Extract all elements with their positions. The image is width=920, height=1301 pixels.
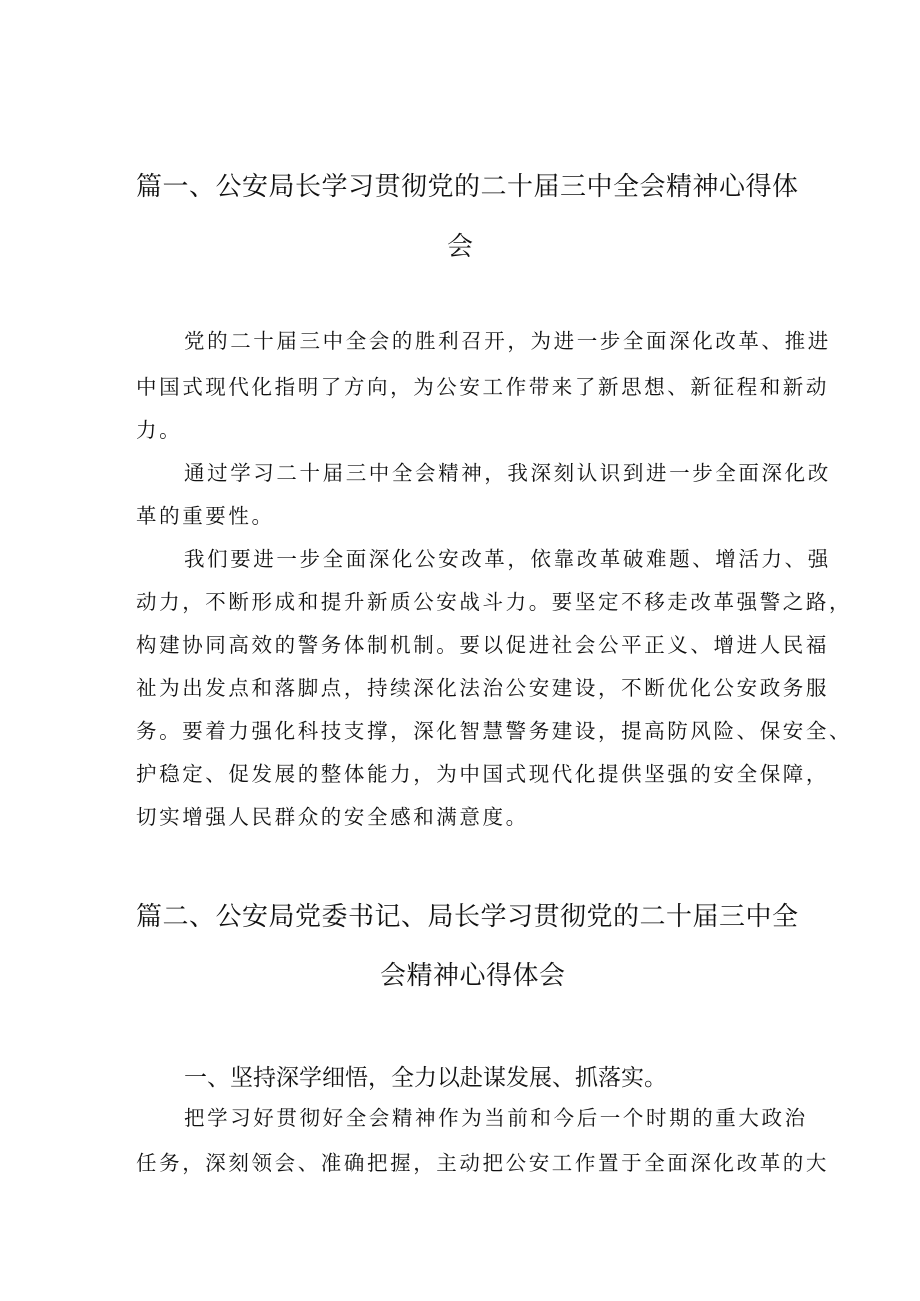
paragraph-line: 我们要进一步全面深化公安改革，依靠改革破难题、增活力、强 (184, 547, 831, 571)
paragraph-line: 任务，深刻领会、准确把握，主动把公安工作置于全面深化改革的大 (136, 1151, 829, 1175)
paragraph-line: 党的二十届三中全会的胜利召开，为进一步全面深化改革、推进 (184, 329, 831, 353)
paragraph-line: 把学习好贯彻好全会精神作为当前和今后一个时期的重大政治 (184, 1106, 808, 1130)
paragraph-line: 动力，不断形成和提升新质公安战斗力。要坚定不移走改革强警之路， (136, 590, 853, 614)
paragraph-line: 务。要着力强化科技支撑，深化智慧警务建设，提高防风险、保安全、 (136, 719, 853, 743)
section1-title-line1: 篇一、公安局长学习贯彻党的二十届三中全会精神心得体 (136, 172, 799, 202)
paragraph-line: 祉为出发点和落脚点，持续深化法治公安建设，不断优化公安政务服 (136, 676, 829, 700)
paragraph-line: 通过学习二十届三中全会精神，我深刻认识到进一步全面深化改 (184, 461, 831, 485)
section2-subheading: 一、坚持深学细悟，全力以赴谋发展、抓落实。 (184, 1065, 667, 1091)
paragraph-line: 中国式现代化指明了方向，为公安工作带来了新思想、新征程和新动 (136, 375, 829, 399)
paragraph-line: 力。 (136, 418, 183, 442)
section2-title-line2: 会精神心得体会 (380, 961, 566, 991)
paragraph-line: 切实增强人民群众的安全感和满意度。 (136, 805, 529, 829)
section1-title-line2: 会 (447, 232, 474, 262)
section2-title-line1: 篇二、公安局党委书记、局长学习贯彻党的二十届三中全 (136, 902, 799, 932)
paragraph-line: 革的重要性。 (136, 504, 275, 528)
paragraph-line: 护稳定、促发展的整体能力，为中国式现代化提供坚强的安全保障， (136, 762, 829, 786)
paragraph-line: 构建协同高效的警务体制机制。要以促进社会公平正义、增进人民福 (136, 633, 829, 657)
